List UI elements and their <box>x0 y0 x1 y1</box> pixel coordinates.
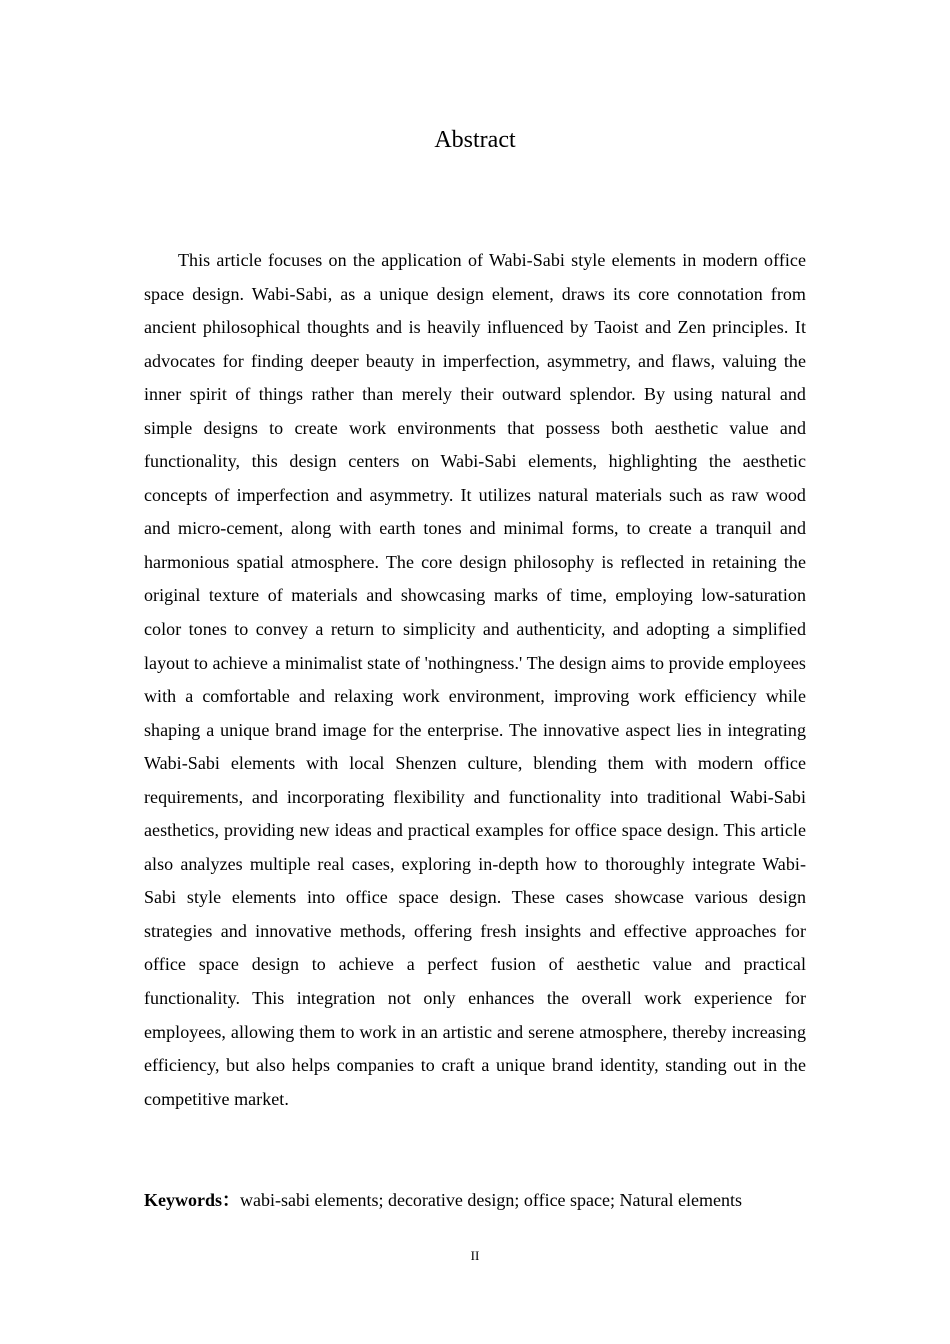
abstract-paragraph: This article focuses on the application of Wabi-Sabi style elements in modern office space design. Wabi-Sabi, as a unique design element, draws its core connotation from ancient philosophical thoughts and is heavily influenced by Taoist and Zen principles. It advocates for finding deeper beauty in imperfection, asymmetry, and flaws, valuing the inner spirit of things rather than merely their outward splendor. By using natural and simple designs to create work environments that possess both aesthetic value and functionality, this design centers on Wabi-Sabi elements, highlighting the aesthetic concepts of imperfection and asymmetry. It utilizes natural materials such as raw wood and micro-cement, along with earth tones and minimal forms, to create a tranquil and harmonious spatial atmosphere. The core design philosophy is reflected in retaining the original texture of materials and showcasing marks of time, employing low-saturation color tones to convey a return to simplicity and authenticity, and adopting a simplified layout to achieve a minimalist state of 'nothingness.' The design aims to provide employees with a comfortable and relaxing work environment, improving work efficiency while shaping a unique brand image for the enterprise. The innovative aspect lies in integrating Wabi-Sabi elements with local Shenzen culture, blending them with modern office requirements, and incorporating flexibility and functionality into traditional Wabi-Sabi aesthetics, providing new ideas and practical examples for office space design. This article also analyzes multiple real cases, exploring in-depth how to thoroughly integrate Wabi-Sabi style elements into office space design. These cases showcase various design strategies and innovative methods, offering fresh insights and effective approaches for office space design to achieve a perfect fusion of aesthetic value and practical functionality. This integration not only enhances the overall work experience for employees, allowing them to work in an artistic and serene atmosphere, thereby increasing efficiency, but also helps companies to craft a unique brand identity, standing out in the competitive market. <box>144 250 806 1109</box>
keywords-text: wabi-sabi elements; decorative design; office space; Natural elements <box>240 1190 742 1210</box>
keywords-line <box>144 1184 844 1216</box>
page-number: II <box>470 1248 480 1263</box>
keywords-label: Keywords： <box>144 1190 240 1210</box>
page-title: Abstract <box>434 127 516 153</box>
